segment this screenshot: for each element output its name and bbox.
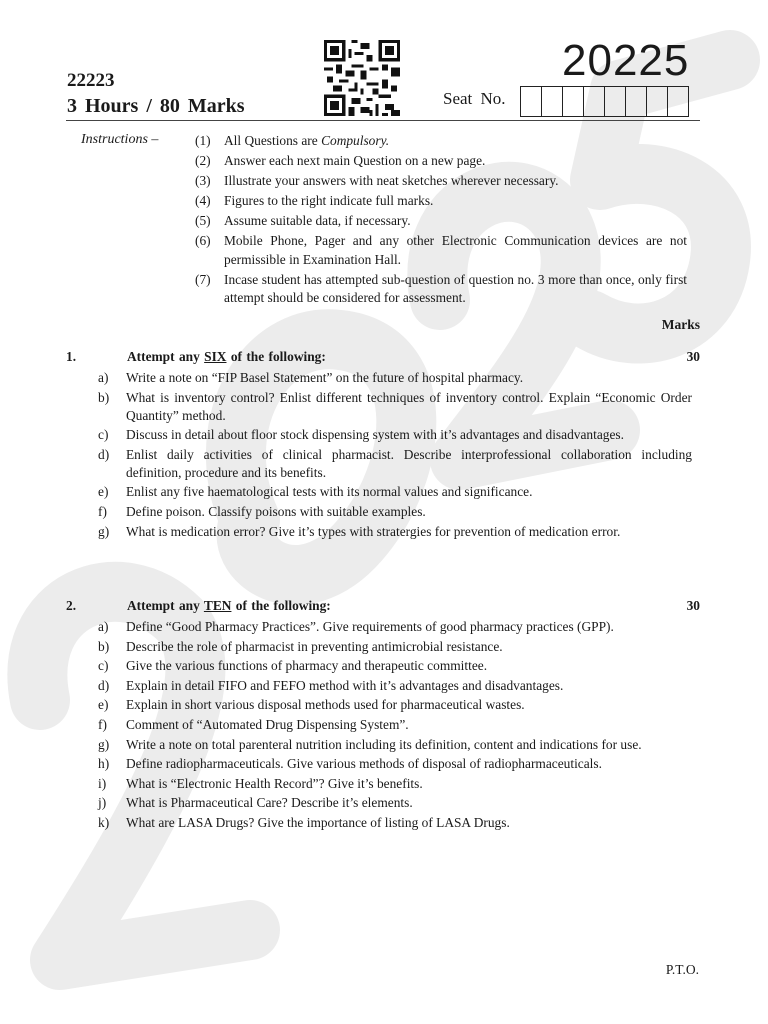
sub-question: k) What are LASA Drugs? Give the importance of listing of LASA Drugs. xyxy=(98,814,510,830)
exam-number: 20225 xyxy=(562,36,690,85)
sub-question: g) Write a note on total parenteral nutrition including its definition, content and indications for use. xyxy=(98,736,642,752)
instruction-item: (3) Illustrate your answers with neat sketches wherever necessary. xyxy=(195,173,559,188)
subject-code: 22223 xyxy=(67,70,115,91)
seat-number-boxes[interactable] xyxy=(520,86,689,117)
sub-question: e) Explain in short various disposal methods used for pharmaceutical wastes. xyxy=(98,697,525,713)
sub-question: d) Explain in detail FIFO and FEFO method with it’s advantages and disadvantages. xyxy=(98,677,564,693)
sub-question: b) Describe the role of pharmacist in preventing antimicrobial resistance. xyxy=(98,638,503,654)
sub-question: g) What is medication error? Give it’s types with stratergies for prevention of medication error. xyxy=(98,523,621,539)
instruction-item: (1) All Questions are Compulsory. xyxy=(195,133,390,148)
instruction-item: (4) Figures to the right indicate full marks. xyxy=(195,193,434,208)
pto-note: P.T.O. xyxy=(665,962,699,977)
sub-question: j) What is Pharmaceutical Care? Describe it’s elements. xyxy=(98,795,413,811)
sub-question: d) Enlist daily activities of clinical pharmacist. Describe interprofessional collaboration including definition, procedure and its benefits. xyxy=(98,446,692,480)
question-marks: 30 xyxy=(686,598,700,613)
sub-question: h) Define radiopharmaceuticals. Give various methods of disposal of radiopharmaceuticals. xyxy=(98,756,602,772)
instruction-item: (2) Answer each next main Question on a new page. xyxy=(195,153,486,168)
question-number: 2. xyxy=(66,598,77,613)
sub-question-list xyxy=(66,618,700,832)
seat-box[interactable] xyxy=(542,87,563,116)
seat-box[interactable] xyxy=(626,87,647,116)
marks-column-header: Marks xyxy=(661,317,700,332)
instruction-item: (7) Incase student has attempted sub-question of question no. 3 more than once, only first attempt should be considered for assessment. xyxy=(195,271,687,305)
instructions-label: Instructions – xyxy=(81,132,159,147)
sub-question: f) Define poison. Classify poisons with suitable examples. xyxy=(98,503,426,519)
seat-box[interactable] xyxy=(668,87,688,116)
instructions-list xyxy=(195,132,687,309)
question-2 xyxy=(66,598,700,834)
seat-box[interactable] xyxy=(584,87,605,116)
seat-box[interactable] xyxy=(521,87,542,116)
seat-box[interactable] xyxy=(647,87,668,116)
sub-question: b) What is inventory control? Enlist different techniques of inventory control. Explain “Economic Order Quantity” method. xyxy=(98,389,692,423)
sub-question: e) Enlist any five haematological tests with its normal values and significance. xyxy=(98,484,533,500)
sub-question: c) Give the various functions of pharmacy and therapeutic committee. xyxy=(98,658,488,674)
seat-box[interactable] xyxy=(605,87,626,116)
seat-box[interactable] xyxy=(563,87,584,116)
sub-question: c) Discuss in detail about floor stock dispensing system with it’s advantages and disadvantages. xyxy=(98,427,624,443)
sub-question: a) Define “Good Pharmacy Practices”. Give requirements of good pharmacy practices (GPP). xyxy=(98,619,614,634)
question-title: Attempt any SIX of the following: xyxy=(127,349,326,364)
seat-number-label: Seat No. xyxy=(443,89,506,108)
sub-question: i) What is “Electronic Health Record”? Give it’s benefits. xyxy=(98,775,423,791)
sub-question: f) Comment of “Automated Drug Dispensing System”. xyxy=(98,716,409,732)
instruction-item: (6) Mobile Phone, Pager and any other Electronic Communication devices are not permissible in Examination Hall. xyxy=(195,233,687,267)
qr-code-icon xyxy=(324,40,400,116)
question-number: 1. xyxy=(66,349,77,364)
question-title: Attempt any TEN of the following: xyxy=(127,598,331,613)
header-divider xyxy=(66,120,700,121)
question-marks: 30 xyxy=(686,349,700,364)
sub-question-list xyxy=(66,369,700,541)
question-1 xyxy=(66,349,700,542)
duration-marks: 3 Hours / 80 Marks xyxy=(67,95,245,117)
instruction-item: (5) Assume suitable data, if necessary. xyxy=(195,213,411,228)
sub-question: a) Write a note on “FIP Basel Statement” on the future of hospital pharmacy. xyxy=(98,370,524,385)
